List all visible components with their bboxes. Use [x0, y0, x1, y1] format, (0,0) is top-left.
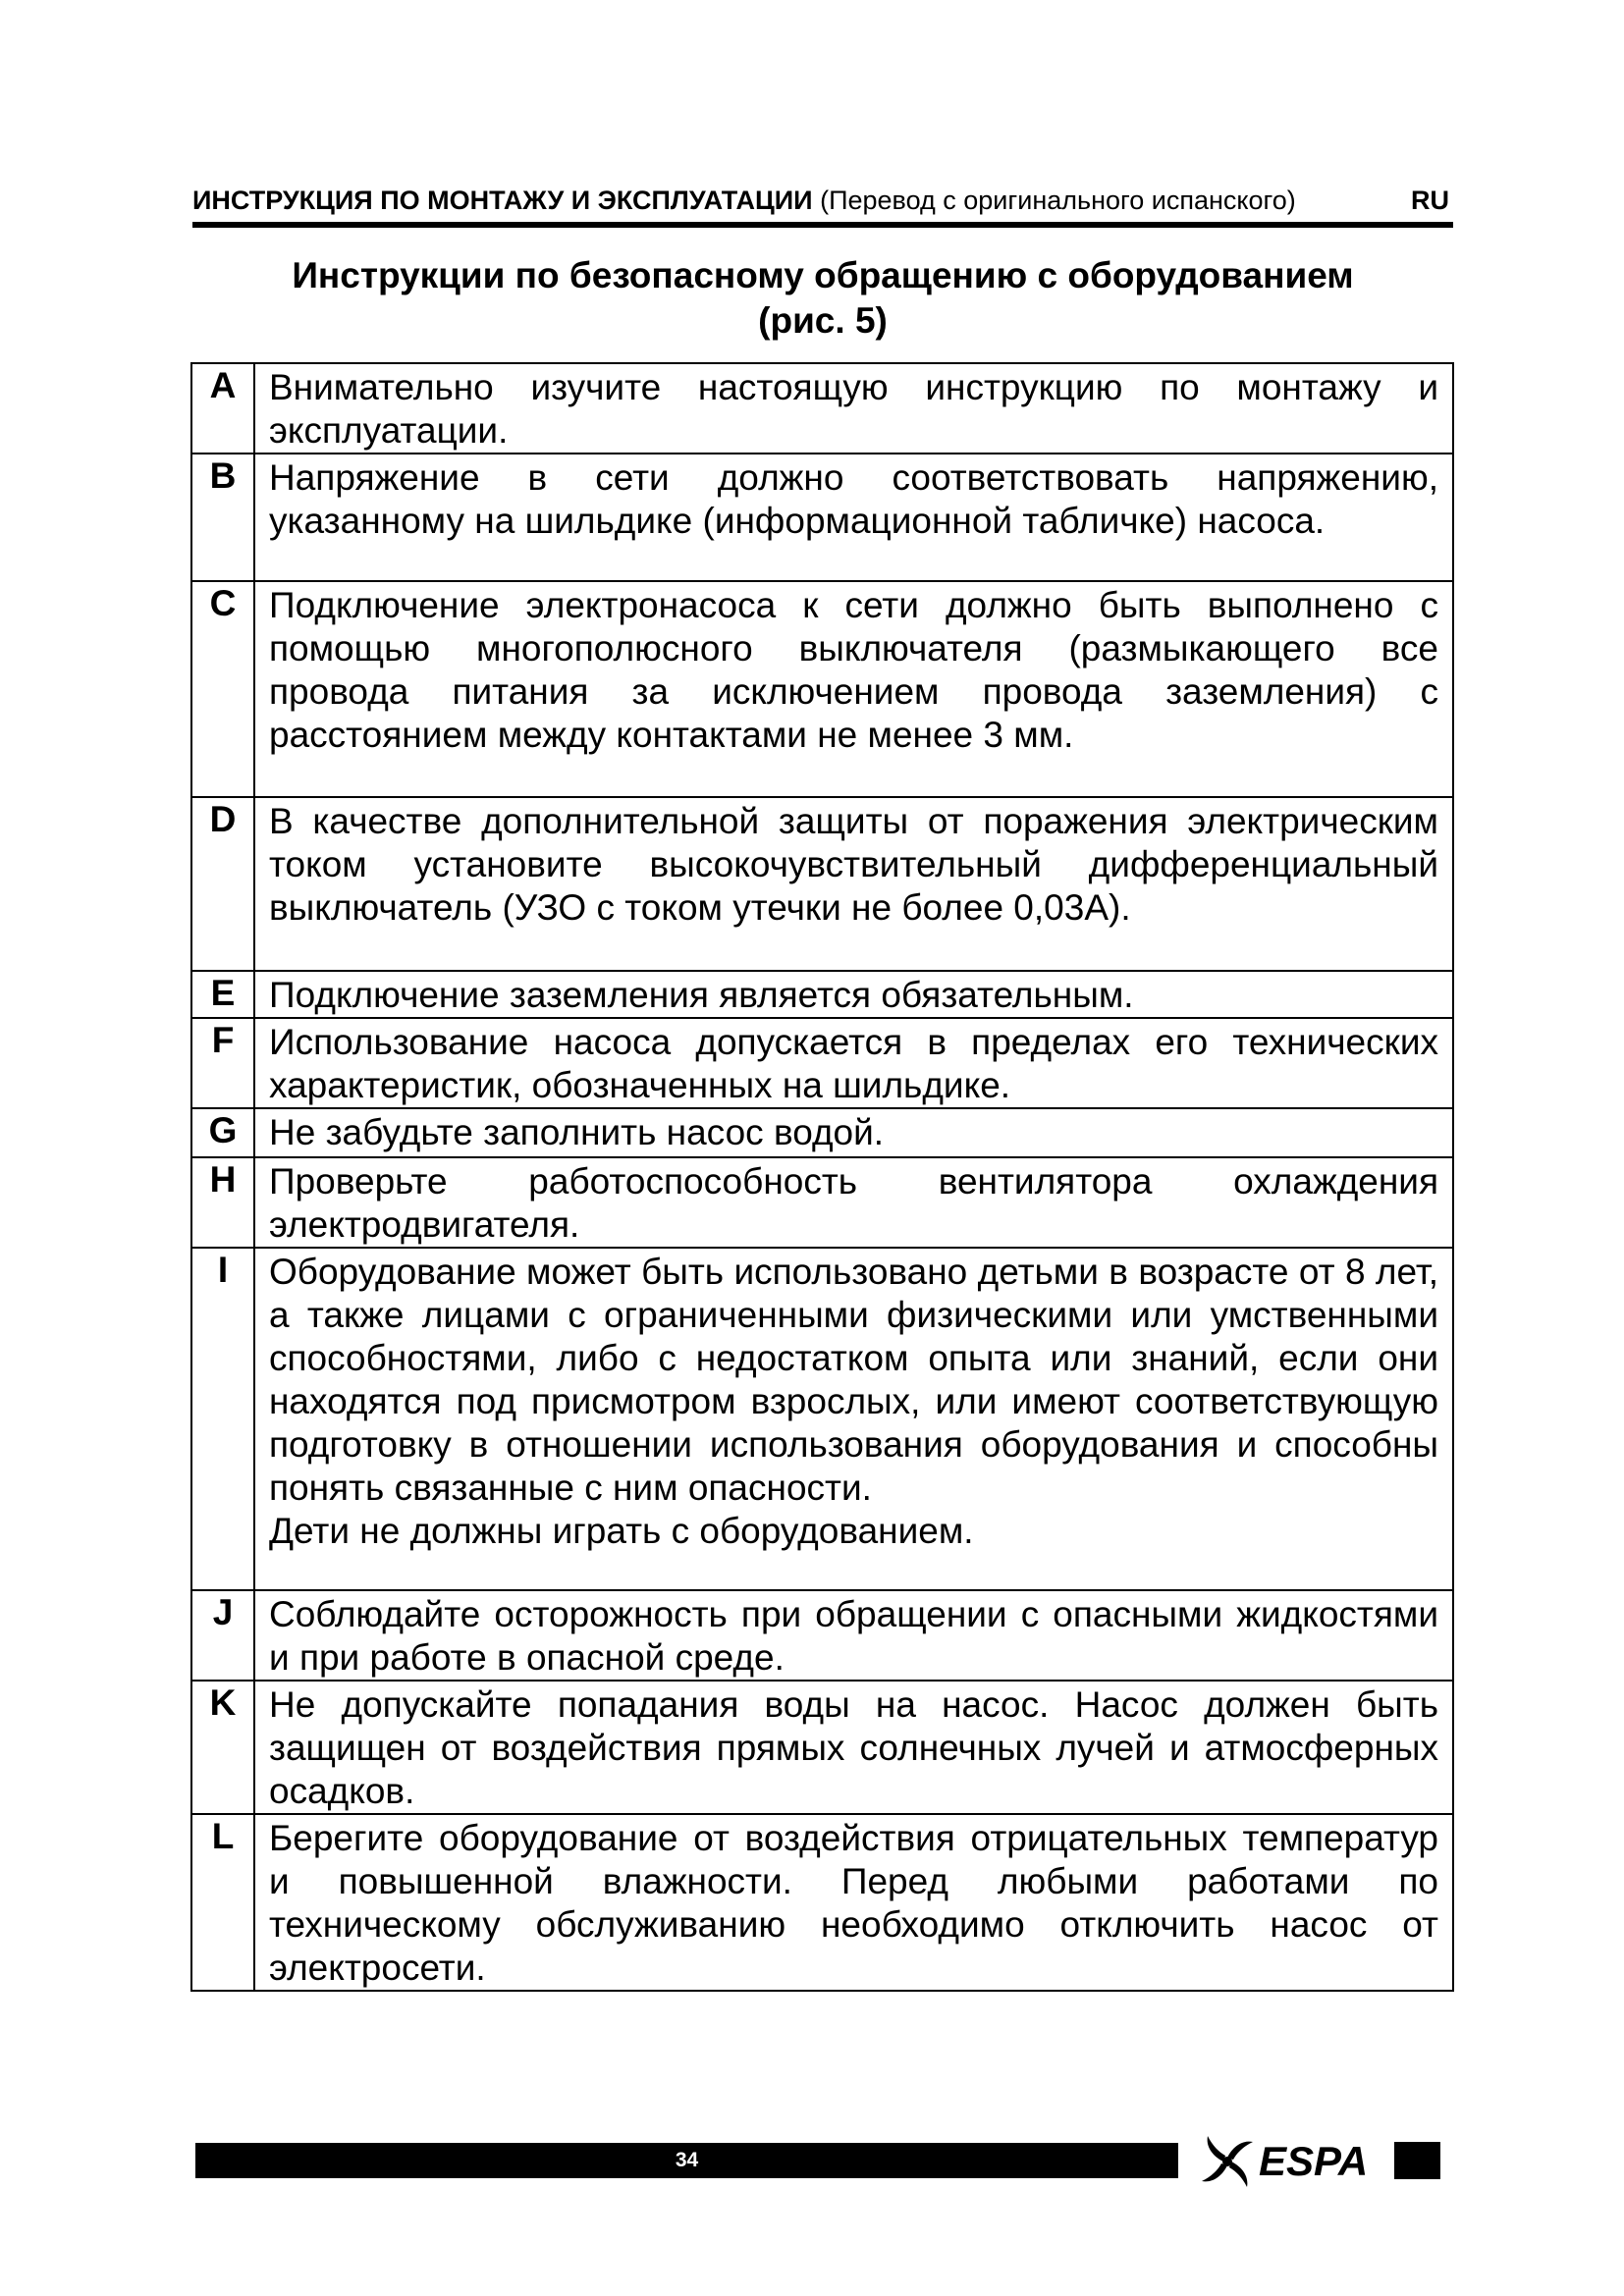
rule-row-h: [191, 1157, 1453, 1248]
rule-letter: C: [191, 581, 254, 797]
document-header: [192, 183, 1449, 218]
page-title: [192, 253, 1453, 344]
page-number: 34: [675, 2149, 699, 2171]
rule-row-g: [191, 1108, 1453, 1157]
rule-row-d: [191, 797, 1453, 971]
page-title-line2: (рис. 5): [758, 300, 888, 341]
rule-text-cell: [254, 1248, 1453, 1590]
rule-text: Использование насоса допускается в пределах его технических характеристик, обозначенных на шильдике.: [254, 1018, 1453, 1108]
rule-text: Подключение заземления является обязательным.: [254, 971, 1453, 1018]
rule-text: Оборудование может быть использовано детьми в возрасте от 8 лет, а также лицами с ограниченными физическими или умственными способностями, либо с недостатком опыта или знаний, если они находятся под присмотром взрослых, или имеют соответствующую подготовку в отношении использования оборудования и способны понять связанные с ним опасности.: [269, 1252, 1438, 1508]
rule-row-i: [191, 1248, 1453, 1590]
header-title: ИНСТРУКЦИЯ ПО МОНТАЖУ И ЭКСПЛУАТАЦИИ: [192, 186, 813, 215]
rule-letter: L: [191, 1814, 254, 1991]
espa-swirl-icon: [1202, 2136, 1253, 2187]
rule-row-f: [191, 1018, 1453, 1108]
rule-letter: F: [191, 1018, 254, 1108]
rule-letter: I: [191, 1248, 254, 1590]
rule-text: Соблюдайте осторожность при обращении с опасными жидкостями и при работе в опасной среде.: [254, 1590, 1453, 1681]
rule-row-b: [191, 454, 1453, 581]
safety-rules-table: [190, 362, 1454, 1992]
rule-text-note: Дети не должны играть с оборудованием.: [269, 1511, 974, 1551]
rule-letter: H: [191, 1157, 254, 1248]
rule-text: В качестве дополнительной защиты от поражения электрическим током установите высокочувствительный дифференциальный выключатель (УЗО с током утечки не более 0,03A).: [254, 797, 1453, 971]
rule-row-k: [191, 1681, 1453, 1814]
rule-text: Не забудьте заполнить насос водой.: [254, 1108, 1453, 1157]
rule-letter: B: [191, 454, 254, 581]
rule-text: Берегите оборудование от воздействия отрицательных температур и повышенной влажности. Перед любыми работами по техническому обслуживанию необходимо отключить насос от электросети.: [254, 1814, 1453, 1991]
rule-text: Проверьте работоспособность вентилятора охлаждения электродвигателя.: [254, 1157, 1453, 1248]
rule-letter: J: [191, 1590, 254, 1681]
rule-letter: D: [191, 797, 254, 971]
rule-letter: G: [191, 1108, 254, 1157]
rule-row-e: [191, 971, 1453, 1018]
header-language: RU: [1411, 186, 1449, 215]
page-title-line1: Инструкции по безопасному обращению с оборудованием: [292, 255, 1354, 295]
logo-text: ESPA: [1259, 2138, 1369, 2184]
header-rule: [192, 222, 1453, 228]
rule-row-j: [191, 1590, 1453, 1681]
rule-letter: K: [191, 1681, 254, 1814]
rule-text: Напряжение в сети должно соответствовать напряжению, указанному на шильдике (информационной табличке) насоса.: [254, 454, 1453, 581]
rule-letter: E: [191, 971, 254, 1018]
rule-row-a: [191, 363, 1453, 454]
rule-row-c: [191, 581, 1453, 797]
footer-end-block: [1394, 2142, 1440, 2179]
rule-text: Подключение электронасоса к сети должно быть выполнено с помощью многополюсного выключателя (размыкающего все провода питания за исключением провода заземления) с расстоянием между контактами не менее 3 мм.: [254, 581, 1453, 797]
rule-text: Внимательно изучите настоящую инструкцию по монтажу и эксплуатации.: [254, 363, 1453, 454]
rule-text: Не допускайте попадания воды на насос. Насос должен быть защищен от воздействия прямых солнечных лучей и атмосферных осадков.: [254, 1681, 1453, 1814]
rule-letter: A: [191, 363, 254, 454]
header-subtitle: (Перевод с оригинального испанского): [820, 186, 1296, 215]
espa-logo: [1198, 2132, 1384, 2189]
rule-row-l: [191, 1814, 1453, 1991]
